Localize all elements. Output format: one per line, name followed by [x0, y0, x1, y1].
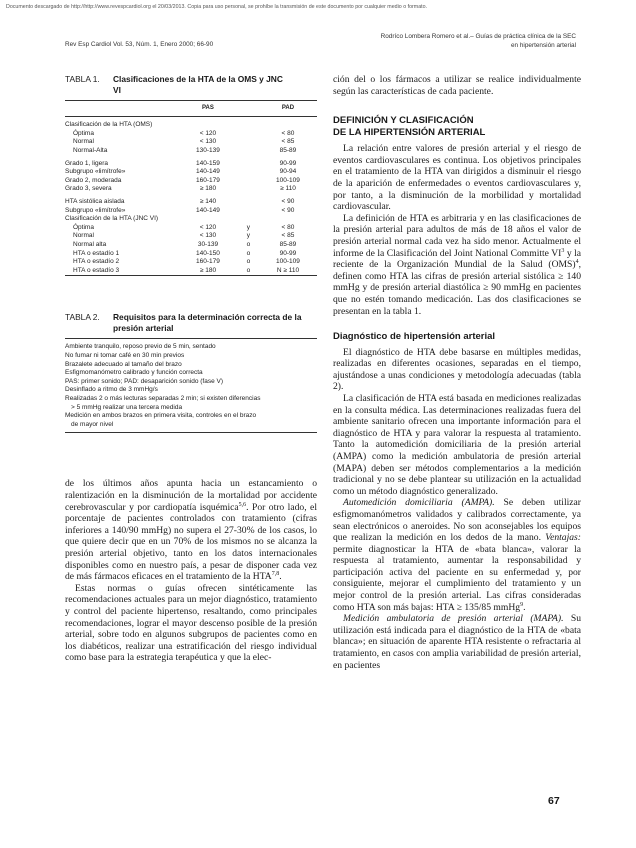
cell-pad: < 85: [281, 232, 295, 240]
table2: [65, 338, 317, 433]
table1-row: [65, 198, 317, 207]
cell-conj: [238, 138, 259, 147]
cell-label: Subgrupo «limítrofe»: [65, 168, 126, 176]
cell-pad: < 85: [281, 138, 295, 146]
cell-conj: [238, 130, 259, 139]
cell-pas: ≥ 180: [199, 185, 217, 193]
cell-conj: [238, 185, 259, 194]
cell-conj: [238, 168, 259, 177]
cell-conj: y: [246, 232, 251, 240]
cell-pas: < 130: [199, 138, 217, 146]
cell-pas: 140-150: [196, 249, 220, 257]
cell-label: Normal alta: [73, 240, 107, 248]
right-paragraph-5: Automedición domiciliaria (AMPA). Se deben utilizar esfigmomanómetros validados y calibrados correctamente, ya sean electrónicos o aneroides. No son aconsejables los equipos que realizan la medición en los dedos de la mano. Ventajas: permite diagnosticar la HTA de «bata blanca», valorar la respuesta al tratamiento, aumentar la responsabilidad y participación activa del paciente en su enfermedad y, por consiguiente, mejorar el cumplimiento del tratamiento y un mejor control de la presión arterial. Las cifras consideradas como HTA son más bajas: HTA ≥ 135/85 mmHg$^9$.: [333, 497, 581, 613]
cell-conj: [238, 147, 259, 156]
cell-pad: 90-94: [279, 168, 297, 176]
table2-line: PAS: primer sonido; PAD: desaparición sonido (fase V): [65, 377, 223, 385]
right-paragraph-0: ción del o los fármacos a utilizar se realice individualmente según las características de cada paciente.: [333, 74, 581, 97]
article-header-line-2: en hipertensión arterial: [510, 41, 576, 49]
table2-line: Ambiente tranquilo, reposo previo de 5 min, sentado: [65, 343, 216, 351]
table1-row: [65, 241, 317, 250]
cell-pas: < 130: [199, 232, 217, 240]
group-title: Clasificación de la HTA (JNC VI): [65, 215, 159, 223]
table2-line: Esfigmomanómetro calibrado y función correcta: [65, 369, 203, 377]
article-header-line-1: Rodríco Lombera Romero et al.– Guías de práctica clínica de la SEC: [380, 33, 576, 40]
table1-row: [65, 130, 317, 139]
right-paragraph-2: La definición de HTA es arbitraria y en las clasificaciones de la presión arterial para adultos de más de 18 años el valor de presión arterial normal cada vez ha sido menor. Actualmente el informe de la Clasificación del Joint National Committe $VI^3$ y la reciente de la Organización Mundial de la Salud (OMS)$^4$, definen como HTA las cifras de presión arterial sistólica ≥ 140 mmHg y de presión arterial diastólica ≥ 90 mmHg en pacientes que no estén tomando medicación. Las dos clasificaciones se presentan en la tabla 1.: [333, 212, 581, 317]
journal-header: Rev Esp Cardiol Vol. 53, Núm. 1, Enero 2000; 66-90: [65, 41, 214, 48]
right-paragraph-6: Medición ambulatoria de presión arterial (MAPA). Su utilización está indicada para el diagnóstico de la HTA de «bata blanca»; en situación de aparente HTA resistente o refractaria al tratamiento, en casos con amplia variabilidad de presión arterial, en pacientes: [333, 613, 581, 671]
cell-label: Óptima: [73, 129, 94, 137]
cell-label: HTA sistólica aislada: [65, 197, 125, 205]
cell-conj: [238, 177, 259, 186]
right-column: [333, 74, 581, 671]
section-heading: DEFINICIÓN Y CLASIFICACIÓN DE LA HIPERTENSIÓN ARTERIAL: [333, 115, 486, 138]
cell-label: HTA o estadío 1: [73, 249, 120, 257]
table1-row: [65, 138, 317, 147]
group-title: Clasificación de la HTA (OMS): [65, 121, 153, 129]
col-pad-header: PAD: [259, 101, 317, 117]
page-number: 67: [548, 795, 560, 807]
table2-line: de mayor nivel: [71, 420, 114, 428]
table1-row: [65, 185, 317, 194]
right-paragraph-1: La relación entre valores de presión arterial y el riesgo de eventos cardiovasculares es continua. Los objetivos principales en el tratamiento de la HTA van dirigidos a disminuir el riesgo de la aparición de enfermedades o eventos cardiovasculares y, por tanto, a la disminución de la morbilidad y mortalidad cardiovascular.: [333, 143, 581, 213]
cell-pas: ≥ 180: [178, 267, 238, 276]
table2-line: Brazalete adecuado al tamaño del brazo: [65, 360, 182, 368]
table1-row: [65, 267, 317, 276]
cell-conj: o: [238, 267, 259, 276]
cell-pas: 160-179: [196, 176, 220, 184]
col-pas-header: PAS: [178, 101, 238, 117]
cell-label: Grado 1, ligera: [65, 159, 108, 167]
cell-label: Grado 2, moderada: [65, 176, 122, 184]
cell-pas: < 120: [199, 223, 217, 231]
table1-row: [65, 250, 317, 259]
cell-pad: ≥ 110: [280, 185, 296, 193]
cell-pas: 30-139: [197, 240, 219, 248]
cell-conj: o: [246, 258, 251, 266]
cell-pad: 100-109: [276, 258, 300, 266]
cell-conj: o: [246, 249, 251, 257]
table2-line: > 5 mmHg realizar una tercera medida: [71, 403, 183, 411]
cell-pad: < 80: [281, 129, 295, 137]
cell-pad: 85-89: [279, 240, 297, 248]
cell-label: HTA o estadío 3: [65, 267, 178, 276]
table1-group4-title: [65, 215, 317, 224]
table2-number: TABLA 2.: [65, 312, 100, 323]
table2-title: Requisitos para la determinación correcta de la presión arterial: [113, 312, 302, 333]
left-paragraph-1: de los últimos años apunta hacia un estancamiento o ralentización en la disminución de la mortalidad por accidente cerebrovascular y por cardiopatía isquémica$^{5,6}$. Por otro lado, el porcentaje de pacientes controlados con tratamiento (cifras inferiores a 140/90 mmHg) no supera el 27-30% de los casos, lo que quiere decir que en un 70% de los mismos no se alcanza la presión arterial objetivo, tanto en los datos internacionales disponibles como en nuestro país, a pesar de disponer cada vez de más fármacos eficaces en el tratamiento de la HTA$^{7,8}$.: [65, 478, 317, 583]
right-paragraph-4: La clasificación de HTA está basada en mediciones realizadas en la consulta médica. Las determinaciones realizadas fuera del ambiente sanitario ofrecen una importante información para el diagnóstico de HTA y para valorar la respuesta al tratamiento. Tanto la automedición domiciliaria de la presión arterial (AMPA) como la medición ambulatoria de presión arterial (MAPA) deben ser métodos complementarios a la medición tradicional y no se debe plantear su utilización en la actualidad como un método diagnóstico generalizado.: [333, 392, 581, 497]
cell-label: Subgrupo «limítrofe»: [65, 206, 126, 214]
cell-label: Grado 3, severa: [65, 185, 112, 193]
cell-label: HTA o estadío 2: [73, 258, 120, 266]
cell-conj: y: [246, 223, 251, 231]
cell-conj: o: [246, 240, 251, 248]
table1-row: [65, 232, 317, 241]
cell-pad: < 90: [281, 197, 295, 205]
cell-pad: 85-89: [279, 146, 297, 154]
table1-row: [65, 147, 317, 156]
table1-header-row: [65, 101, 317, 117]
table1-row: [65, 258, 317, 267]
cell-pas: ≥ 140: [199, 197, 217, 205]
cell-pad: < 80: [281, 223, 295, 231]
subsection-heading: Diagnóstico de hipertensión arterial: [333, 331, 496, 343]
table2-caption: [65, 312, 317, 333]
table1: [65, 100, 317, 276]
left-column: [65, 74, 317, 664]
cell-pas: 140-149: [196, 168, 220, 176]
cell-pas: < 120: [199, 129, 217, 137]
table2-line: Realizadas 2 o más lecturas separadas 2 min; si existen diferencias: [65, 395, 261, 403]
article-header: [381, 33, 576, 50]
table1-row: [65, 207, 317, 216]
table1-row: [65, 160, 317, 169]
table1-title: Clasificaciones de la HTA de la OMS y JNC VI: [113, 74, 283, 95]
cell-pad: < 90: [281, 206, 295, 214]
cell-label: Normal: [73, 138, 94, 146]
table1-group1-title: [65, 121, 317, 130]
cell-conj: [238, 160, 259, 169]
table1-row: [65, 224, 317, 233]
table2-line: Desinflado a ritmo de 3 mmHg/s: [65, 386, 158, 394]
right-paragraph-3: El diagnóstico de HTA debe basarse en múltiples medidas, realizadas en diferentes ocasiones, separadas en el tiempo, ajustándose a unas condiciones y metodología adecuadas (tabla 2).: [333, 346, 581, 393]
cell-label: Normal: [73, 232, 94, 240]
table1-caption: [65, 74, 317, 95]
table1-row: [65, 168, 317, 177]
table1-number: TABLA 1.: [65, 74, 100, 84]
cell-pas: 160-179: [196, 258, 220, 266]
cell-label: Normal-Alta: [73, 146, 108, 154]
cell-pad: N ≥ 110: [259, 267, 317, 276]
table2-line: No fumar ni tomar café en 30 min previos: [65, 352, 185, 360]
left-paragraph-2: Estas normas o guías ofrecen sintéticamente las recomendaciones actuales para un mejor diagnóstico, tratamiento y control del paciente hipertenso, resaltando, como principales recomendaciones, lograr el mayor descenso posible de la presión arterial, sobre todo en algunos subgrupos de pacientes como en los diabéticos, realizar una estratificación del riesgo individual como base para la estrategia terapéutica y que la elec-: [65, 582, 317, 664]
cell-conj: [238, 207, 259, 216]
table2-line: Medición en ambos brazos en primera visita, controles en el brazo: [65, 412, 257, 420]
cell-pas: 140-159: [196, 159, 220, 167]
cell-pas: 140-149: [196, 206, 220, 214]
cell-pad: 90-99: [279, 249, 297, 257]
cell-label: Óptima: [73, 223, 94, 231]
cell-pad: 90-99: [279, 159, 297, 167]
download-notice: Documento descargado de http://http://www.revespcardiol.org el 20/03/2013. Copia para uso personal, se prohíbe la transmisión de este documento por cualquier medio o formato.: [6, 4, 428, 10]
cell-pas: 130-139: [196, 146, 220, 154]
cell-conj: [238, 198, 259, 207]
cell-pad: 100-109: [276, 176, 300, 184]
table1-row: [65, 177, 317, 186]
